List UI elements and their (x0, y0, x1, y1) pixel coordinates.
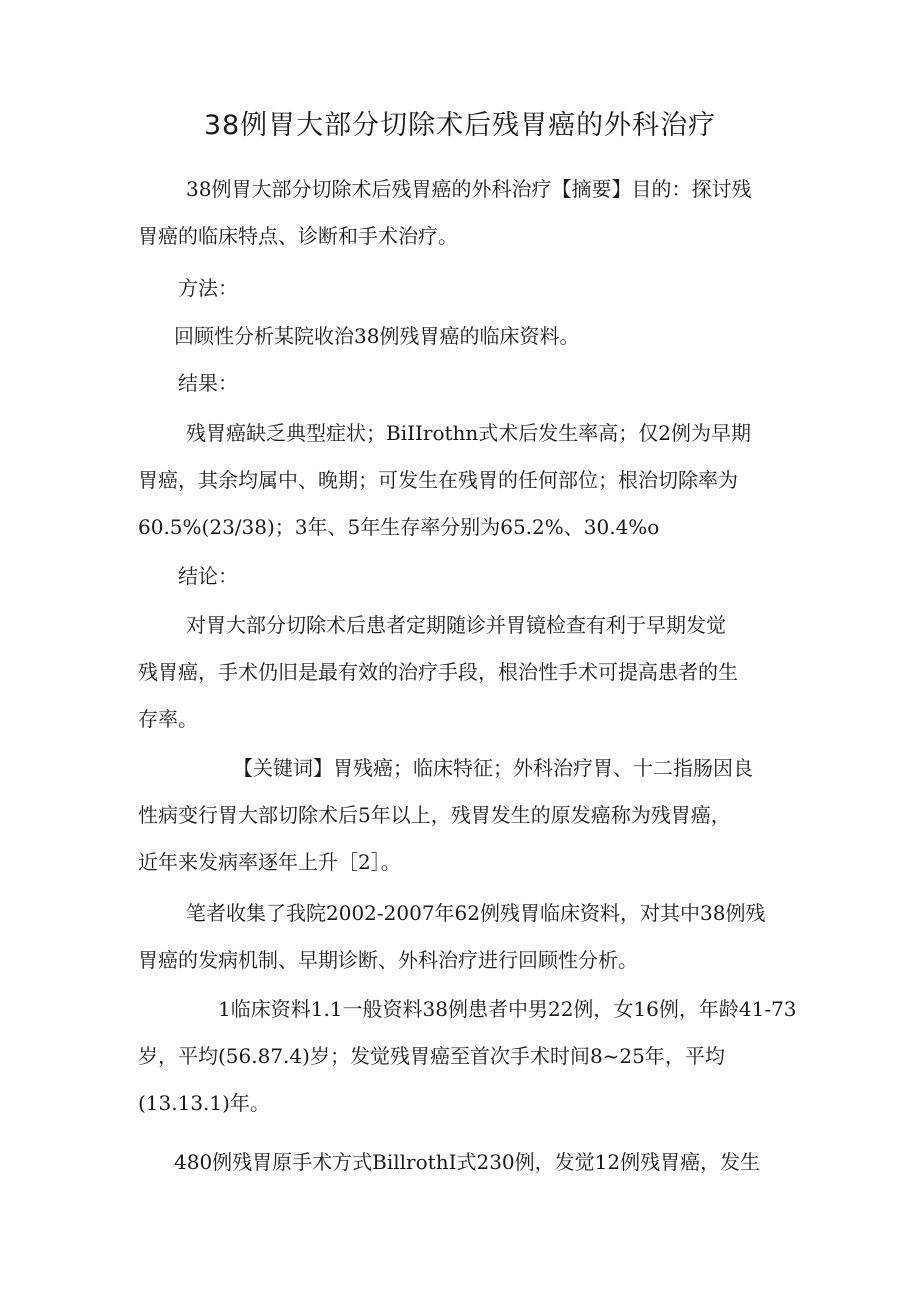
text-line: (13.13.1)年。 (138, 1091, 270, 1115)
text-line: 1临床资料1.1一般资料38例患者中男22例，女16例，年龄41-73 (218, 997, 797, 1021)
results-paragraph (138, 410, 788, 551)
keywords-paragraph (138, 745, 788, 886)
text-line: 方法： (178, 276, 238, 300)
abstract-objective-paragraph (138, 166, 788, 260)
results-heading (138, 360, 788, 407)
text-line: 回顾性分析某院收治38例残胃癌的临床资料。 (174, 324, 580, 348)
text-line: 岁，平均(56.87.4)岁；发觉残胃癌至首次手术时间8~25年，平均 (138, 1044, 725, 1068)
text-line: 结果： (178, 371, 238, 395)
conclusion-heading (138, 553, 788, 600)
text-line: 近年来发病率逐年上升［2］。 (138, 850, 401, 874)
text-line: 存率。 (138, 707, 198, 731)
text-line: 笔者收集了我院2002-2007年62例残胃临床资料，对其中38例残 (186, 901, 766, 925)
text-line: 残胃癌，手术仍旧是最有效的治疗手段，根治性手术可提高患者的生 (138, 660, 738, 684)
text-line: 60.5%(23/38)；3年、5年生存率分别为65.2%、30.4%o (138, 515, 660, 539)
surgery-method-paragraph (138, 1139, 788, 1186)
clinical-data-paragraph (138, 986, 797, 1127)
text-line: 480例残胃原手术方式BillrothI式230例，发觉12例残胃癌，发生 (174, 1150, 761, 1174)
text-line: 对胃大部分切除术后患者定期随诊并胃镜检查有利于早期发觉 (186, 613, 726, 637)
text-line: 胃癌，其余均属中、晚期；可发生在残胃的任何部位；根治切除率为 (138, 468, 738, 492)
methods-heading (138, 265, 788, 312)
text-line: 胃癌的临床特点、诊断和手术治疗。 (138, 224, 458, 248)
data-collection-paragraph (138, 890, 788, 984)
text-line: 胃癌的发病机制、早期诊断、外科治疗进行回顾性分析。 (138, 948, 638, 972)
text-line: 38例胃大部分切除术后残胃癌的外科治疗【摘要】目的：探讨残 (186, 177, 752, 201)
conclusion-paragraph (138, 602, 788, 743)
text-line: 残胃癌缺乏典型症状；BiIIrothn式术后发生率高；仅2例为早期 (186, 421, 752, 445)
text-line: 结论： (178, 564, 238, 588)
methods-paragraph (138, 313, 788, 360)
text-line: 性病变行胃大部切除术后5年以上，残胃发生的原发癌称为残胃癌， (138, 803, 731, 827)
document-title: 38例胃大部分切除术后残胃癌的外科治疗 (203, 110, 717, 141)
text-line: 【关键词】胃残癌；临床特征；外科治疗胃、十二指肠因良 (233, 756, 753, 780)
